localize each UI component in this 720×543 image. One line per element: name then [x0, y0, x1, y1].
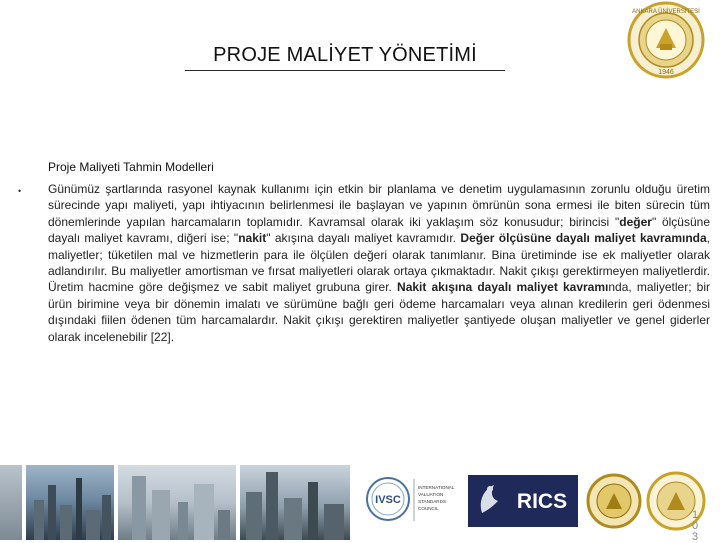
- footer-photo-towers: [118, 465, 236, 540]
- ivsc-caption-1: INTERNATIONAL: [418, 485, 455, 490]
- body-bold-deger: değer: [619, 214, 652, 229]
- body-text-5: nda, maliyetler; bir ürün birimine veya bir dönemin imalatı ve sürümüne bağlı geri ödeme harcamaları veya alınan kredilerin geri ödenmesi dışındaki fiilen ödenen tüm harcamalardır. Nakit çıkışı gerektiren maliyetler şantiyede oluşan maliyetler ve genel giderler olarak incelenebilir [22].: [48, 280, 710, 344]
- footer-banner: [0, 465, 720, 540]
- page-number: 1 0 3: [691, 509, 699, 543]
- partner-logos: [356, 467, 720, 537]
- ivsc-caption-3: STANDARDS: [418, 499, 446, 504]
- ivsc-caption-2: VALUATION: [418, 492, 444, 497]
- body-paragraph: [48, 181, 710, 345]
- rics-logo: [468, 475, 578, 527]
- bullet-marker: •: [18, 186, 22, 196]
- footer-photo-city-skyline: [26, 465, 114, 540]
- title-underline: [185, 70, 505, 71]
- body-bold-nakit: nakit: [238, 231, 267, 246]
- ivsc-caption-4: COUNCIL: [418, 506, 439, 511]
- body-text-3: " akışına dayalı maliyet kavramıdır.: [266, 231, 461, 246]
- section-subheading: Proje Maliyeti Tahmin Modelleri: [48, 160, 214, 174]
- body-text-4: , maliyetler; tüketilen mal ve hizmetlerin para ile ölçülen değeri olarak tanımlanır. Bina üretiminde ise ek maliyetler olarak adlandırılır. Bu maliyetler amortisman ve fırsat maliyetleri olarak ortaya çıkmaktadır. Nakit çıkışı gerektirmeyen maliyetlerdir. Üretim hacmine göre değişmez ve sabit maliyet grubuna girer.: [48, 231, 711, 295]
- seal-name-text: ANKARA ÜNİVERSİTESİ: [632, 9, 700, 15]
- ivsc-logo-text: IVSC: [375, 494, 401, 506]
- footer-photo-skyscrapers: [240, 465, 350, 540]
- body-bold-nakit-akisi: Nakit akışına dayalı maliyet kavramı: [397, 280, 609, 295]
- footer-photo-1: [0, 465, 22, 540]
- body-bold-deger-olcusu: Değer ölçüsüne dayalı maliyet kavramında: [460, 231, 707, 246]
- rics-logo-text: RICS: [516, 490, 568, 513]
- seal-year-text: 1946: [658, 69, 674, 76]
- ankara-university-seal-logo: [626, 0, 706, 80]
- body-text-2: " ölçüsüne dayalı maliyet kavramı, diğeri ise; ": [48, 214, 710, 246]
- body-text-1: Günümüz şartlarında rasyonel kaynak kullanımı için etkin bir planlama ve denetim uygulamasının zorunlu olduğu üretim sürecinde yapı maliyeti, yapı ihtiyacının belirlenmesi ile başlayan ve yapının ömrünün sona ermesi ile biten sürecin tüm dönemlerinde yapılan harcamaların toplamıdır. Kavramsal olarak iki yaklaşım söz konusudur; birincisi ": [48, 182, 710, 229]
- university-seal-small-1: [588, 475, 640, 527]
- slide-title: PROJE MALİYET YÖNETİMİ: [213, 44, 477, 66]
- ivsc-logo: [367, 478, 455, 521]
